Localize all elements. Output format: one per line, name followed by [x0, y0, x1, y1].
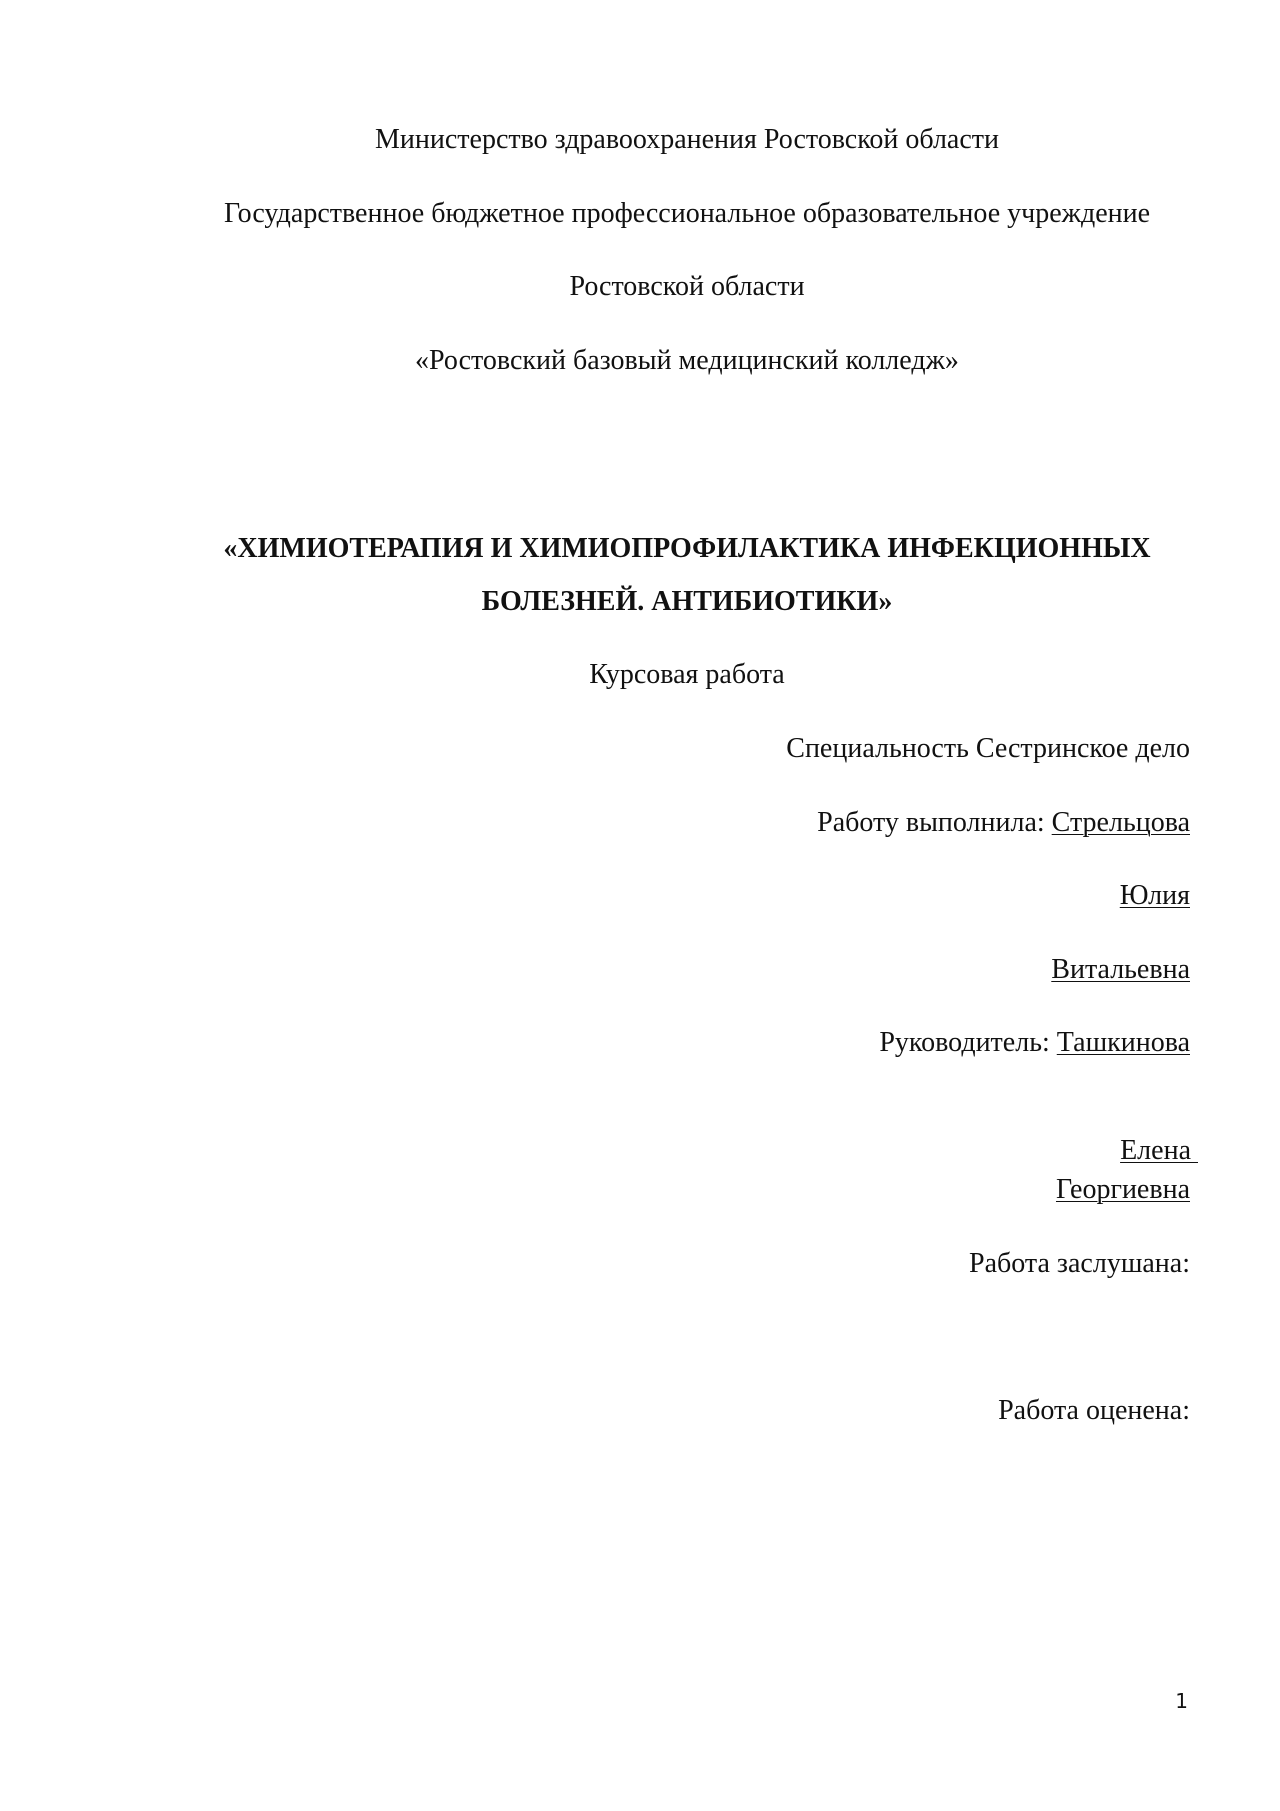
- title-line-2: БОЛЕЗНЕЙ. АНТИБИОТИКИ»: [481, 586, 893, 617]
- supervisor-patronymic-line: [1056, 1173, 1190, 1207]
- supervisor-label: Руководитель:: [879, 1027, 1057, 1058]
- specialty-line: Специальность Сестринское дело: [786, 733, 1190, 764]
- institution-line-2: Ростовской области: [569, 271, 805, 302]
- supervisor-line: [879, 1026, 1190, 1060]
- heard-label: Работа заслушана:: [969, 1248, 1190, 1279]
- graded-label: Работа оценена:: [998, 1395, 1190, 1426]
- author-surname: Стрельцова: [1051, 807, 1190, 838]
- author-label: Работу выполнила:: [817, 807, 1052, 838]
- author-patronymic-line: [1051, 953, 1190, 987]
- author-line: [817, 806, 1190, 840]
- page-number: 1: [1175, 1689, 1188, 1713]
- college-name: «Ростовский базовый медицинский колледж»: [415, 345, 959, 376]
- supervisor-surname: Ташкинова: [1056, 1027, 1190, 1058]
- title-line-1: «ХИМИОТЕРАПИЯ И ХИМИОПРОФИЛАКТИКА ИНФЕКЦИОННЫХ: [223, 533, 1151, 564]
- author-name-line: [1120, 879, 1190, 913]
- work-type: Курсовая работа: [589, 659, 785, 690]
- supervisor-name: Елена: [1120, 1135, 1198, 1166]
- author-patronymic: Витальевна: [1051, 954, 1190, 985]
- author-name: Юлия: [1119, 880, 1190, 911]
- ministry-line: Министерство здравоохранения Ростовской области: [375, 124, 999, 155]
- institution-line-1: Государственное бюджетное профессиональное образовательное учреждение: [223, 198, 1151, 229]
- supervisor-patronymic: Георгиевна: [1055, 1174, 1190, 1205]
